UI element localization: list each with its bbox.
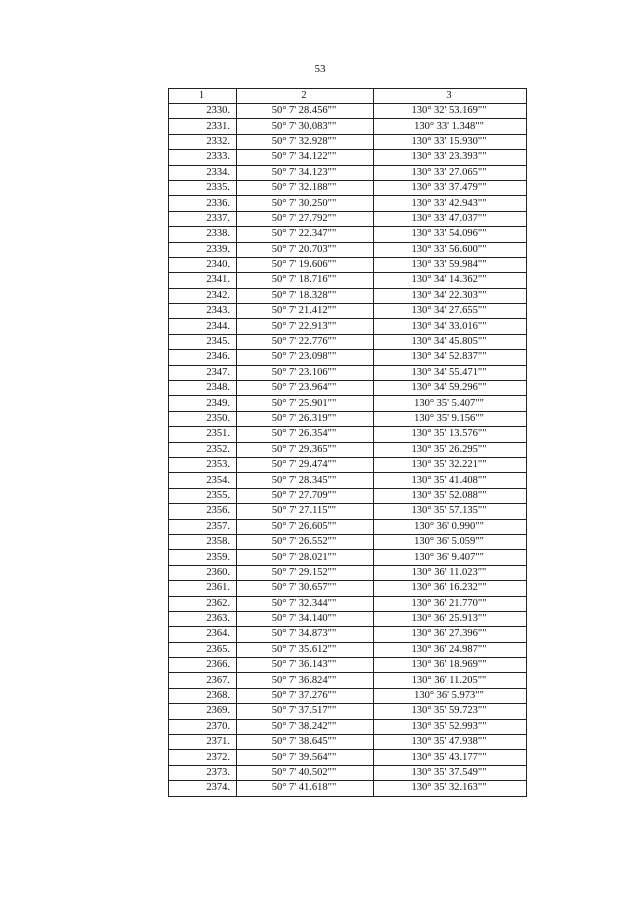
column-header-number: 1	[169, 89, 237, 104]
table-row	[169, 750, 527, 765]
latitude-cell: 50° 7' 30.083""	[237, 119, 374, 134]
table-row	[169, 396, 527, 411]
point-number-cell: 2369.	[169, 704, 237, 719]
latitude-cell: 50° 7' 26.605""	[237, 519, 374, 534]
point-number-cell: 2354.	[169, 473, 237, 488]
longitude-cell: 130° 34' 59.296""	[374, 381, 527, 396]
point-number-cell: 2365.	[169, 642, 237, 657]
longitude-cell: 130° 35' 5.407""	[374, 396, 527, 411]
point-number-cell: 2348.	[169, 381, 237, 396]
point-number-cell: 2332.	[169, 134, 237, 149]
table-row	[169, 534, 527, 549]
point-number-cell: 2352.	[169, 442, 237, 457]
table-row	[169, 457, 527, 472]
latitude-cell: 50° 7' 22.776""	[237, 334, 374, 349]
table-row	[169, 211, 527, 226]
latitude-cell: 50° 7' 38.242""	[237, 719, 374, 734]
table-row	[169, 765, 527, 780]
longitude-cell: 130° 36' 18.969""	[374, 658, 527, 673]
latitude-cell: 50° 7' 28.456""	[237, 104, 374, 119]
longitude-cell: 130° 36' 21.770""	[374, 596, 527, 611]
point-number-cell: 2358.	[169, 534, 237, 549]
latitude-cell: 50° 7' 34.873""	[237, 627, 374, 642]
longitude-cell: 130° 35' 57.135""	[374, 504, 527, 519]
latitude-cell: 50° 7' 39.564""	[237, 750, 374, 765]
table-row	[169, 304, 527, 319]
longitude-cell: 130° 36' 16.232""	[374, 581, 527, 596]
point-number-cell: 2373.	[169, 765, 237, 780]
latitude-cell: 50° 7' 23.964""	[237, 381, 374, 396]
longitude-cell: 130° 36' 5.973""	[374, 688, 527, 703]
longitude-cell: 130° 34' 27.655""	[374, 304, 527, 319]
longitude-cell: 130° 34' 33.016""	[374, 319, 527, 334]
latitude-cell: 50° 7' 27.709""	[237, 488, 374, 503]
latitude-cell: 50° 7' 18.328""	[237, 288, 374, 303]
table-row	[169, 227, 527, 242]
latitude-cell: 50° 7' 32.344""	[237, 596, 374, 611]
table-row	[169, 658, 527, 673]
longitude-cell: 130° 33' 23.393""	[374, 150, 527, 165]
longitude-cell: 130° 34' 14.362""	[374, 273, 527, 288]
table-row	[169, 134, 527, 149]
point-number-cell: 2346.	[169, 350, 237, 365]
point-number-cell: 2370.	[169, 719, 237, 734]
latitude-cell: 50° 7' 34.140""	[237, 611, 374, 626]
longitude-cell: 130° 35' 59.723""	[374, 704, 527, 719]
latitude-cell: 50° 7' 26.319""	[237, 411, 374, 426]
table-row	[169, 581, 527, 596]
longitude-cell: 130° 35' 52.993""	[374, 719, 527, 734]
latitude-cell: 50° 7' 23.106""	[237, 365, 374, 380]
table-row	[169, 688, 527, 703]
longitude-cell: 130° 36' 5.059""	[374, 534, 527, 549]
table-row	[169, 735, 527, 750]
latitude-cell: 50° 7' 27.792""	[237, 211, 374, 226]
longitude-cell: 130° 34' 45.805""	[374, 334, 527, 349]
latitude-cell: 50° 7' 21.412""	[237, 304, 374, 319]
latitude-cell: 50° 7' 35.612""	[237, 642, 374, 657]
table-row	[169, 781, 527, 796]
latitude-cell: 50° 7' 29.365""	[237, 442, 374, 457]
longitude-cell: 130° 36' 27.396""	[374, 627, 527, 642]
table-row	[169, 242, 527, 257]
latitude-cell: 50° 7' 26.354""	[237, 427, 374, 442]
point-number-cell: 2336.	[169, 196, 237, 211]
point-number-cell: 2372.	[169, 750, 237, 765]
table-row	[169, 627, 527, 642]
table-row	[169, 473, 527, 488]
point-number-cell: 2330.	[169, 104, 237, 119]
point-number-cell: 2341.	[169, 273, 237, 288]
table-row	[169, 104, 527, 119]
point-number-cell: 2361.	[169, 581, 237, 596]
point-number-cell: 2362.	[169, 596, 237, 611]
table-row	[169, 365, 527, 380]
latitude-cell: 50° 7' 25.901""	[237, 396, 374, 411]
longitude-cell: 130° 35' 43.177""	[374, 750, 527, 765]
longitude-cell: 130° 33' 42.943""	[374, 196, 527, 211]
table-row	[169, 196, 527, 211]
point-number-cell: 2333.	[169, 150, 237, 165]
table-row	[169, 319, 527, 334]
longitude-cell: 130° 32' 53.169""	[374, 104, 527, 119]
longitude-cell: 130° 35' 41.408""	[374, 473, 527, 488]
point-number-cell: 2343.	[169, 304, 237, 319]
point-number-cell: 2368.	[169, 688, 237, 703]
latitude-cell: 50° 7' 22.913""	[237, 319, 374, 334]
latitude-cell: 50° 7' 18.716""	[237, 273, 374, 288]
table-row	[169, 165, 527, 180]
column-header-longitude: 3	[374, 89, 527, 104]
latitude-cell: 50° 7' 26.552""	[237, 534, 374, 549]
longitude-cell: 130° 33' 54.096""	[374, 227, 527, 242]
longitude-cell: 130° 33' 1.348""	[374, 119, 527, 134]
point-number-cell: 2366.	[169, 658, 237, 673]
column-header-latitude: 2	[237, 89, 374, 104]
table-row	[169, 719, 527, 734]
latitude-cell: 50° 7' 34.122""	[237, 150, 374, 165]
table-row	[169, 488, 527, 503]
latitude-cell: 50° 7' 23.098""	[237, 350, 374, 365]
point-number-cell: 2331.	[169, 119, 237, 134]
longitude-cell: 130° 35' 32.163""	[374, 781, 527, 796]
latitude-cell: 50° 7' 29.474""	[237, 457, 374, 472]
point-number-cell: 2357.	[169, 519, 237, 534]
latitude-cell: 50° 7' 30.657""	[237, 581, 374, 596]
table-row	[169, 550, 527, 565]
point-number-cell: 2339.	[169, 242, 237, 257]
latitude-cell: 50° 7' 40.502""	[237, 765, 374, 780]
longitude-cell: 130° 36' 9.407""	[374, 550, 527, 565]
table-row	[169, 642, 527, 657]
latitude-cell: 50° 7' 27.115""	[237, 504, 374, 519]
latitude-cell: 50° 7' 34.123""	[237, 165, 374, 180]
point-number-cell: 2337.	[169, 211, 237, 226]
latitude-cell: 50° 7' 28.345""	[237, 473, 374, 488]
point-number-cell: 2344.	[169, 319, 237, 334]
table-row	[169, 180, 527, 195]
table-row	[169, 257, 527, 272]
point-number-cell: 2360.	[169, 565, 237, 580]
longitude-cell: 130° 33' 59.984""	[374, 257, 527, 272]
latitude-cell: 50° 7' 32.188""	[237, 180, 374, 195]
table-row	[169, 381, 527, 396]
longitude-cell: 130° 35' 9.156""	[374, 411, 527, 426]
longitude-cell: 130° 33' 47.037""	[374, 211, 527, 226]
longitude-cell: 130° 36' 0.990""	[374, 519, 527, 534]
table-row	[169, 288, 527, 303]
point-number-cell: 2355.	[169, 488, 237, 503]
latitude-cell: 50° 7' 37.276""	[237, 688, 374, 703]
longitude-cell: 130° 35' 13.576""	[374, 427, 527, 442]
longitude-cell: 130° 36' 24.987""	[374, 642, 527, 657]
latitude-cell: 50° 7' 36.143""	[237, 658, 374, 673]
point-number-cell: 2345.	[169, 334, 237, 349]
longitude-cell: 130° 33' 56.600""	[374, 242, 527, 257]
point-number-cell: 2374.	[169, 781, 237, 796]
point-number-cell: 2334.	[169, 165, 237, 180]
point-number-cell: 2351.	[169, 427, 237, 442]
longitude-cell: 130° 35' 26.295""	[374, 442, 527, 457]
coordinates-table	[168, 88, 527, 797]
table-header-row	[169, 89, 527, 104]
point-number-cell: 2353.	[169, 457, 237, 472]
point-number-cell: 2371.	[169, 735, 237, 750]
table-row	[169, 273, 527, 288]
latitude-cell: 50° 7' 30.250""	[237, 196, 374, 211]
latitude-cell: 50° 7' 22.347""	[237, 227, 374, 242]
point-number-cell: 2350.	[169, 411, 237, 426]
longitude-cell: 130° 36' 11.023""	[374, 565, 527, 580]
latitude-cell: 50° 7' 41.618""	[237, 781, 374, 796]
table-row	[169, 673, 527, 688]
latitude-cell: 50° 7' 38.645""	[237, 735, 374, 750]
point-number-cell: 2342.	[169, 288, 237, 303]
table-row	[169, 519, 527, 534]
page-number: 53	[314, 63, 326, 75]
longitude-cell: 130° 36' 11.205""	[374, 673, 527, 688]
table-body	[169, 104, 527, 797]
longitude-cell: 130° 35' 37.549""	[374, 765, 527, 780]
latitude-cell: 50° 7' 36.824""	[237, 673, 374, 688]
point-number-cell: 2338.	[169, 227, 237, 242]
table-row	[169, 565, 527, 580]
table-row	[169, 611, 527, 626]
latitude-cell: 50° 7' 28.021""	[237, 550, 374, 565]
point-number-cell: 2364.	[169, 627, 237, 642]
table-row	[169, 350, 527, 365]
table-row	[169, 504, 527, 519]
longitude-cell: 130° 35' 32.221""	[374, 457, 527, 472]
point-number-cell: 2363.	[169, 611, 237, 626]
point-number-cell: 2349.	[169, 396, 237, 411]
latitude-cell: 50° 7' 29.152""	[237, 565, 374, 580]
table-row	[169, 119, 527, 134]
point-number-cell: 2335.	[169, 180, 237, 195]
longitude-cell: 130° 36' 25.913""	[374, 611, 527, 626]
point-number-cell: 2356.	[169, 504, 237, 519]
longitude-cell: 130° 33' 27.065""	[374, 165, 527, 180]
table-row	[169, 150, 527, 165]
longitude-cell: 130° 33' 15.930""	[374, 134, 527, 149]
table-row	[169, 442, 527, 457]
point-number-cell: 2347.	[169, 365, 237, 380]
point-number-cell: 2359.	[169, 550, 237, 565]
latitude-cell: 50° 7' 37.517""	[237, 704, 374, 719]
table-row	[169, 334, 527, 349]
longitude-cell: 130° 35' 47.938""	[374, 735, 527, 750]
table-row	[169, 704, 527, 719]
longitude-cell: 130° 34' 55.471""	[374, 365, 527, 380]
table-row	[169, 596, 527, 611]
point-number-cell: 2340.	[169, 257, 237, 272]
table-row	[169, 427, 527, 442]
latitude-cell: 50° 7' 19.606""	[237, 257, 374, 272]
longitude-cell: 130° 35' 52.088""	[374, 488, 527, 503]
point-number-cell: 2367.	[169, 673, 237, 688]
longitude-cell: 130° 33' 37.479""	[374, 180, 527, 195]
longitude-cell: 130° 34' 22.303""	[374, 288, 527, 303]
table-row	[169, 411, 527, 426]
longitude-cell: 130° 34' 52.837""	[374, 350, 527, 365]
latitude-cell: 50° 7' 20.703""	[237, 242, 374, 257]
latitude-cell: 50° 7' 32.928""	[237, 134, 374, 149]
